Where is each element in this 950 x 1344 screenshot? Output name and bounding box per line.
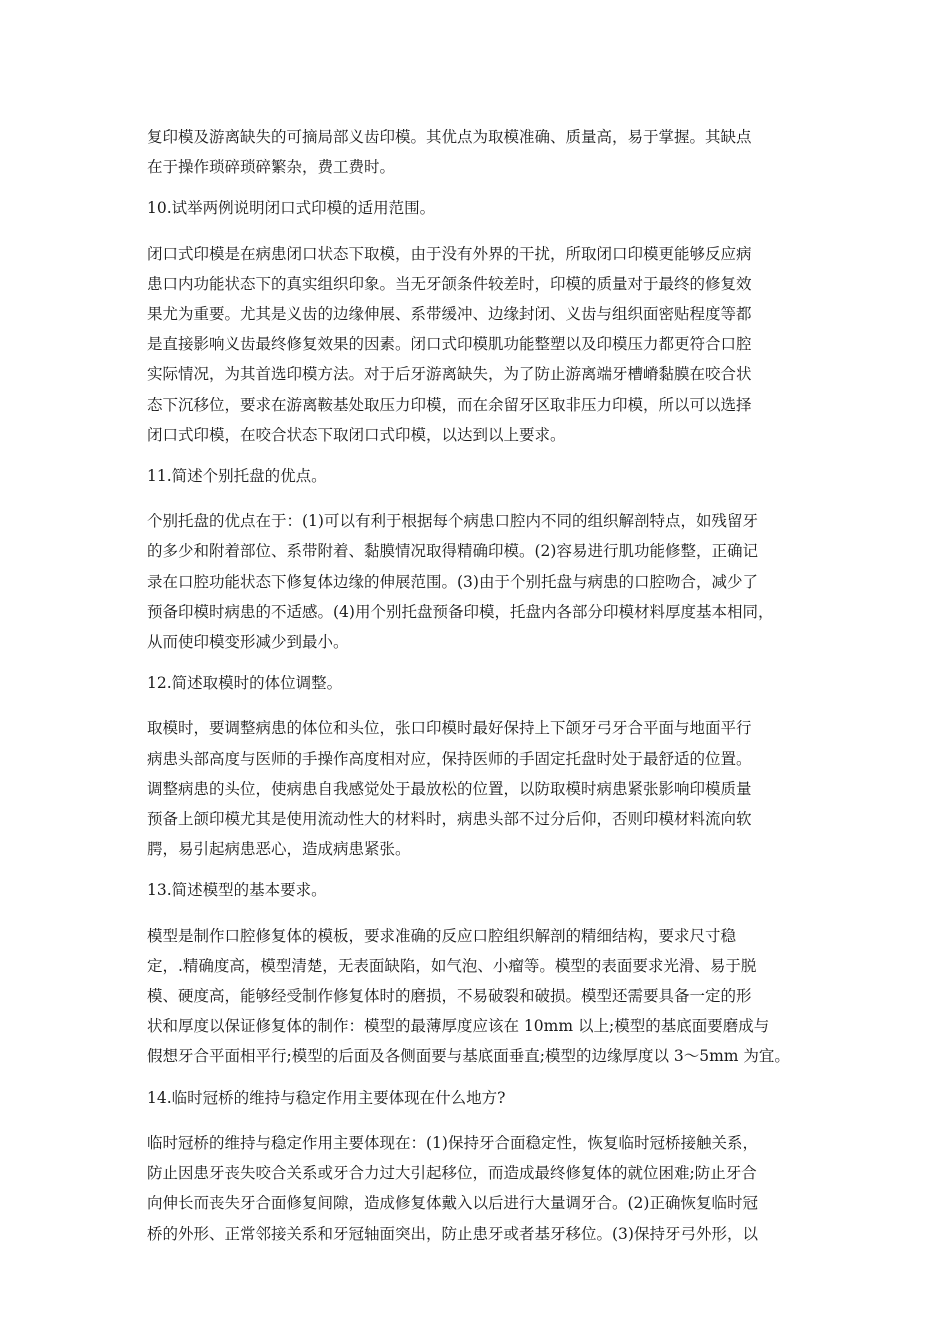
- text-line: 实际情况，为其首选印模方法。对于后牙游离缺失，为了防止游离端牙槽嵴黏膜在咬合状: [147, 365, 752, 384]
- question-heading: [147, 193, 837, 223]
- text-line: 防止因患牙丧失咬合关系或牙合力过大引起移位，而造成最终修复体的就位困难;防止牙合: [147, 1164, 757, 1183]
- text-line: 模、硬度高，能够经受制作修复体时的磨损，不易破裂和破损。模型还需要具备一定的形: [147, 987, 752, 1006]
- text-line: 患口内功能状态下的真实组织印象。当无牙颌条件较差时，印模的质量对于最终的修复效: [147, 274, 752, 293]
- text-line: 个别托盘的优点在于：(1)可以有利于根据每个病患口腔内不同的组织解剖特点，如残留牙: [147, 512, 758, 531]
- text-line: 取模时，要调整病患的体位和头位，张口印模时最好保持上下颌牙弓牙合平面与地面平行: [147, 719, 752, 738]
- text-line: 态下沉移位，要求在游离鞍基处取压力印模，而在余留牙区取非压力印模，所以可以选择: [147, 395, 752, 414]
- paragraph-spacer: [147, 1113, 837, 1128]
- text-line: 病患头部高度与医师的手操作高度相对应，保持医师的手固定托盘时处于最舒适的位置。: [147, 749, 752, 768]
- text-line: 14.临时冠桥的维持与稳定作用主要体现在什么地方?: [147, 1088, 506, 1107]
- paragraph-spacer: [147, 450, 837, 461]
- answer-paragraph: [147, 122, 837, 182]
- paragraph-spacer: [147, 864, 837, 875]
- question-heading: [147, 875, 837, 905]
- document-body: [147, 122, 837, 1249]
- paragraph-spacer: [147, 906, 837, 921]
- text-line: 在于操作琐碎琐碎繁杂，费工费时。: [147, 158, 396, 177]
- text-line: 13.简述模型的基本要求。: [147, 881, 327, 900]
- text-line: 11.简述个别托盘的优点。: [147, 467, 327, 486]
- text-line: 是直接影响义齿最终修复效果的因素。闭口式印模肌功能整塑以及印模压力都更符合口腔: [147, 335, 752, 354]
- question-heading: [147, 668, 837, 698]
- paragraph-spacer: [147, 182, 837, 193]
- text-line: 闭口式印模是在病患闭口状态下取模，由于没有外界的干扰，所取闭口印模更能够反应病: [147, 244, 752, 263]
- paragraph-spacer: [147, 491, 837, 506]
- text-line: 预备印模时病患的不适感。(4)用个别托盘预备印模，托盘内各部分印模材料厚度基本相同，: [147, 602, 774, 621]
- answer-paragraph: [147, 1128, 837, 1249]
- answer-paragraph: [147, 921, 837, 1072]
- paragraph-spacer: [147, 1072, 837, 1083]
- text-line: 果尤为重要。尤其是义齿的边缘伸展、系带缓冲、边缘封闭、义齿与组织面密贴程度等都: [147, 305, 752, 324]
- question-heading: [147, 461, 837, 491]
- text-line: 复印模及游离缺失的可摘局部义齿印模。其优点为取模准确、质量高，易于掌握。其缺点: [147, 128, 752, 146]
- text-line: 调整病患的头位，使病患自我感觉处于最放松的位置，以防取模时病患紧张影响印模质量: [147, 779, 752, 798]
- text-line: 闭口式印模，在咬合状态下取闭口式印模，以达到以上要求。: [147, 425, 566, 444]
- text-line: 预备上颌印模尤其是使用流动性大的材料时，病患头部不过分后仰，否则印模材料流向软: [147, 810, 752, 829]
- text-line: 12.简述取模时的体位调整。: [147, 674, 343, 693]
- text-line: 向伸长而丧失牙合面修复间隙，造成修复体戴入以后进行大量调牙合。(2)正确恢复临时冠: [147, 1194, 758, 1213]
- text-line: 假想牙合平面相平行;模型的后面及各侧面要与基底面垂直;模型的边缘厚度以 3～5mm 为宜。: [147, 1047, 790, 1066]
- text-line: 录在口腔功能状态下修复体边缘的伸展范围。(3)由于个别托盘与病患的口腔吻合，减少了: [147, 572, 758, 591]
- text-line: 桥的外形、正常邻接关系和牙冠轴面突出，防止患牙或者基牙移位。(3)保持牙弓外形，以: [147, 1224, 758, 1243]
- text-line: 模型是制作口腔修复体的模板，要求准确的反应口腔组织解剖的精细结构，要求尺寸稳: [147, 926, 737, 945]
- answer-paragraph: [147, 239, 837, 450]
- text-line: 从而使印模变形减少到最小。: [147, 633, 349, 652]
- question-heading: [147, 1083, 837, 1113]
- text-line: 的多少和附着部位、系带附着、黏膜情况取得精确印模。(2)容易进行肌功能修整，正确记: [147, 542, 758, 561]
- paragraph-spacer: [147, 657, 837, 668]
- answer-paragraph: [147, 713, 837, 864]
- text-line: 定，.精确度高，模型清楚，无表面缺陷，如气泡、小瘤等。模型的表面要求光滑、易于脱: [147, 956, 757, 975]
- text-line: 腭，易引起病患恶心，造成病患紧张。: [147, 840, 411, 859]
- paragraph-spacer: [147, 224, 837, 239]
- text-line: 状和厚度以保证修复体的制作：模型的最薄厚度应该在 10mm 以上;模型的基底面要磨成与: [147, 1017, 770, 1036]
- answer-paragraph: [147, 506, 837, 657]
- text-line: 临时冠桥的维持与稳定作用主要体现在：(1)保持牙合面稳定性，恢复临时冠桥接触关系，: [147, 1133, 758, 1152]
- text-line: 10.试举两例说明闭口式印模的适用范围。: [147, 199, 436, 218]
- paragraph-spacer: [147, 698, 837, 713]
